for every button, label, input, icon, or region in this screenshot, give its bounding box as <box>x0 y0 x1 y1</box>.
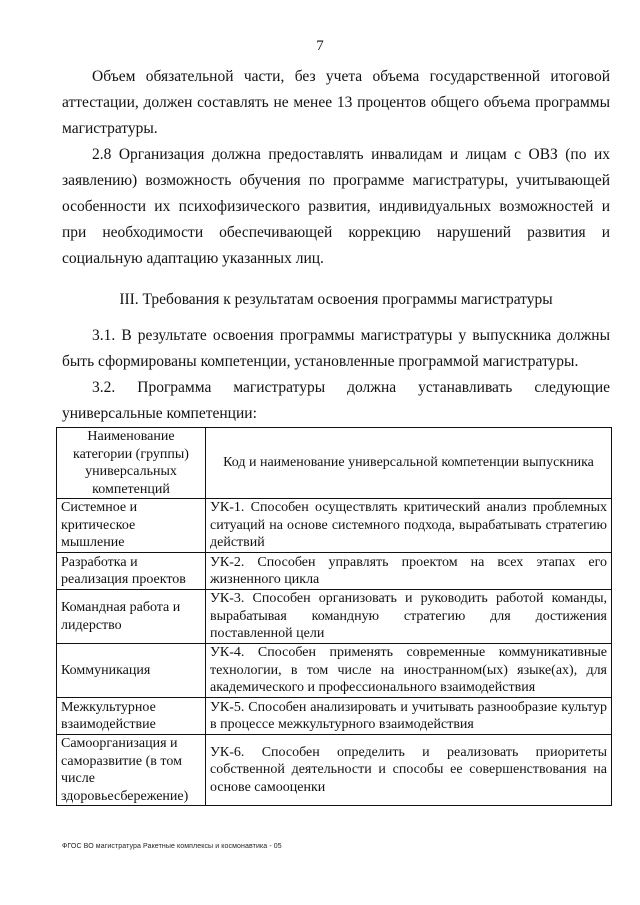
paragraph-3-1: 3.1. В результате освоения программы магистратуры у выпускника должны быть сформированы компетенции, установленные программой магистратуры. <box>62 327 610 370</box>
table-cell-competence: УК-1. Способен осуществлять критический анализ проблемных ситуаций на основе системного подхода, вырабатывать стратегию действий <box>206 499 612 553</box>
table-cell-competence: УК-3. Способен организовать и руководить работой команды, вырабатывая командную стратегию для достижения поставленной цели <box>206 590 612 644</box>
table-cell-competence: УК-4. Способен применять современные коммуникативные технологии, в том числе на иностранном(ых) языке(ах), для академического и профессионального взаимодействия <box>206 644 612 698</box>
page-number: 7 <box>316 38 324 54</box>
table-cell-competence: УК-2. Способен управлять проектом на всех этапах его жизненного цикла <box>206 553 612 590</box>
paragraph-2-8: 2.8 Организация должна предоставлять инвалидам и лицам с ОВЗ (по их заявлению) возможность обучения по программе магистратуры, учитывающей особенности их психофизического развития, индивидуальных возможностей и при необходимости обеспечивающей коррекцию нарушений развития и социальную адаптацию указанных лиц. <box>62 146 610 267</box>
table-cell-category: Коммуникация <box>57 644 206 698</box>
paragraph-3-2: 3.2. Программа магистратуры должна устанавливать следующие универсальные компетенции: <box>62 379 610 422</box>
table-cell-competence: УК-6. Способен определить и реализовать приоритеты собственной деятельности и способы ее совершенствования на основе самооценки <box>206 735 612 806</box>
header-competence: Код и наименование универсальной компетенции выпускника <box>206 428 612 499</box>
table-row <box>57 499 612 553</box>
table-cell-category: Разработка и реализация проектов <box>57 553 206 590</box>
table-cell-category: Командная работа и лидерство <box>57 590 206 644</box>
table-row <box>57 590 612 644</box>
competencies-table <box>56 427 612 806</box>
table-cell-category: Системное и критическое мышление <box>57 499 206 553</box>
section-heading: III. Требования к результатам освоения программы магистратуры <box>119 291 553 308</box>
table-cell-category: Межкультурное взаимодействие <box>57 698 206 735</box>
header-category: Наименование категории (группы) универсальных компетенций <box>57 428 206 499</box>
footer-note: ФГОС ВО магистратура Ракетные комплексы и космонавтика - 05 <box>62 843 282 850</box>
table-row <box>57 735 612 806</box>
table-row <box>57 698 612 735</box>
paragraph-mandatory-part: Объем обязательной части, без учета объема государственной итоговой аттестации, должен составлять не менее 13 процентов общего объема программы магистратуры. <box>62 68 610 137</box>
table-row <box>57 644 612 698</box>
table-header-row <box>57 428 612 499</box>
table-cell-category: Самоорганизация и саморазвитие (в том числе здоровьесбережение) <box>57 735 206 806</box>
table-cell-competence: УК-5. Способен анализировать и учитывать разнообразие культур в процессе межкультурного взаимодействия <box>206 698 612 735</box>
table-row <box>57 553 612 590</box>
